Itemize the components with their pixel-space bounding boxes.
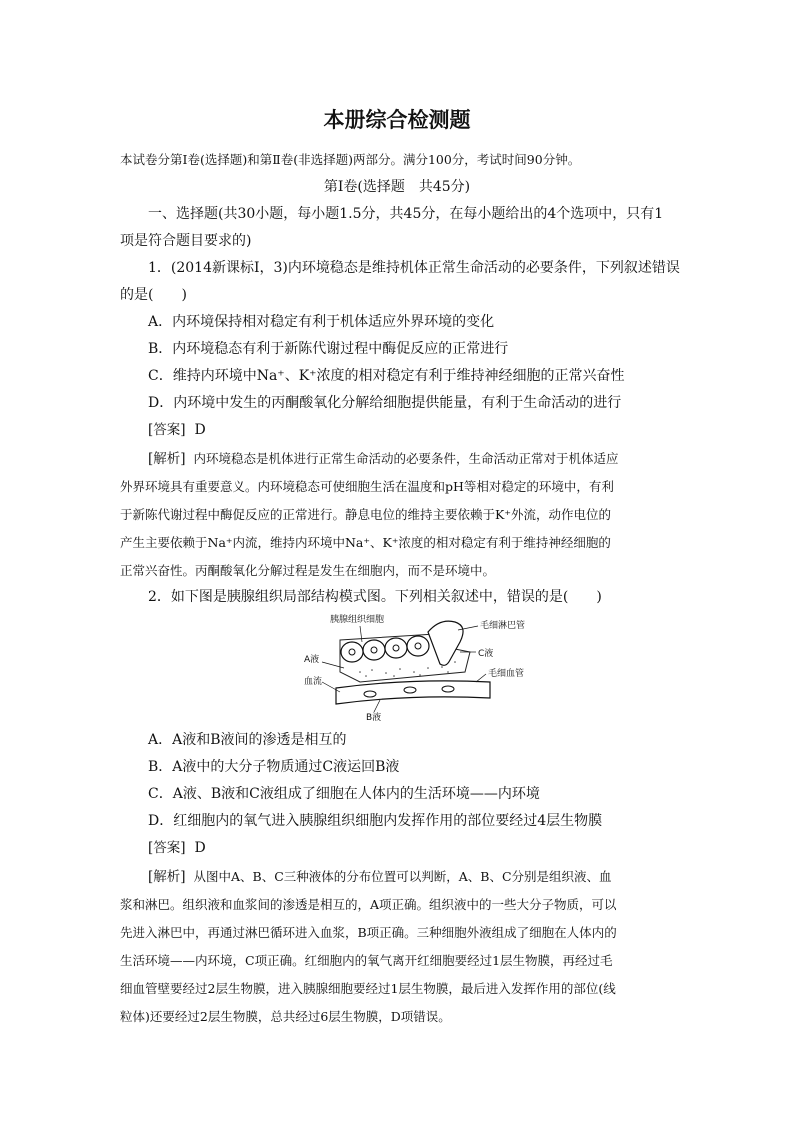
label-blood-flow: 血流 [304, 677, 323, 687]
q2-analysis-line: 细血管壁要经过2层生物膜，进入胰腺细胞要经过1层生物膜，最后进入发挥作用的部位(线 [120, 981, 616, 996]
label-fluid-a: A液 [304, 655, 320, 665]
q2-option-b: B．A液中的大分子物质通过C液运回B液 [148, 759, 400, 775]
q2-analysis-line: [解析] 从图中A、B、C三种液体的分布位置可以判断，A、B、C分别是组织液、血 [148, 869, 612, 885]
q1-stem-line: 1．(2014新课标Ⅰ，3)内环境稳态是维持机体正常生命活动的必要条件，下列叙述错误 [148, 260, 680, 276]
q1-option-c: C．维持内环境中Na⁺、K⁺浓度的相对稳定有利于维持神经细胞的正常兴奋性 [148, 368, 625, 384]
answer-value: D [194, 422, 206, 438]
q1-analysis-line: 外界环境具有重要意义。内环境稳态可使细胞生活在温度和pH等相对稳定的环境中，有利 [120, 479, 614, 494]
q1-answer [148, 421, 206, 439]
exam-intro: 本试卷分第Ⅰ卷(选择题)和第Ⅱ卷(非选择题)两部分。满分100分，考试时间90分钟。 [120, 152, 581, 167]
label-fluid-c: C液 [478, 649, 494, 659]
q1-option-a: A．内环境保持相对稳定有利于机体适应外界环境的变化 [148, 314, 495, 330]
instructions-line: 项是符合题目要求的) [120, 233, 252, 249]
q1-analysis-line: 正常兴奋性。丙酮酸氧化分解过程是发生在细胞内，而不是环境中。 [120, 563, 496, 578]
label-fluid-b: B液 [366, 713, 382, 723]
analysis-tag: [解析] [148, 869, 186, 885]
q1-option-d: D．内环境中发生的丙酮酸氧化分解给细胞提供能量，有利于生命活动的进行 [148, 395, 622, 411]
q1-option-b: B．内环境稳态有利于新陈代谢过程中酶促反应的正常进行 [148, 341, 509, 357]
q2-option-a: A．A液和B液间的渗透是相互的 [148, 732, 347, 748]
label-blood-capillary: 毛细血管 [488, 669, 525, 679]
section-heading: 第Ⅰ卷(选择题 共45分) [323, 179, 471, 195]
q2-analysis-line: 先进入淋巴中，再通过淋巴循环进入血浆，B项正确。三种细胞外液组成了细胞在人体内的 [120, 925, 617, 940]
q2-option-d: D．红细胞内的氧气进入胰腺组织细胞内发挥作用的部位要经过4层生物膜 [148, 813, 603, 829]
q1-analysis-line: 于新陈代谢过程中酶促反应的正常进行。静息电位的维持主要依赖于K⁺外流，动作电位的 [120, 507, 611, 522]
answer-tag: [答案] [148, 422, 186, 438]
q1-stem-line: 的是( ) [120, 287, 187, 303]
q2-analysis-line: 浆和淋巴。组织液和血浆间的渗透是相互的，A项正确。组织液中的一些大分子物质，可以 [120, 897, 617, 912]
q1-analysis-line: 产生主要依赖于Na⁺内流，维持内环境中Na⁺、K⁺浓度的相对稳定有利于维持神经细胞的 [120, 535, 611, 550]
q2-stem: 2．如下图是胰腺组织局部结构模式图。下列相关叙述中，错误的是( ) [148, 589, 602, 605]
analysis-tag: [解析] [148, 451, 186, 467]
q1-analysis-line: [解析] 内环境稳态是机体进行正常生命活动的必要条件，生命活动正常对于机体适应 [148, 451, 619, 467]
page-title: 本册综合检测题 [323, 108, 471, 132]
answer-value: D [194, 840, 206, 856]
instructions-line: 一、选择题(共30小题，每小题1.5分，共45分，在每小题给出的4个选项中，只有1 [148, 206, 664, 222]
answer-tag: [答案] [148, 840, 186, 856]
q2-analysis-line: 粒体)还要经过2层生物膜，总共经过6层生物膜，D项错误。 [120, 1009, 451, 1024]
label-lymph-capillary: 毛细淋巴管 [480, 621, 526, 631]
q2-answer [148, 839, 206, 857]
q2-option-c: C．A液、B液和C液组成了细胞在人体内的生活环境——内环境 [148, 786, 540, 802]
label-pancreas-cells: 胰腺组织细胞 [330, 615, 385, 625]
pancreas-tissue-diagram [300, 612, 540, 724]
q2-analysis-line: 生活环境——内环境，C项正确。红细胞内的氧气离开红细胞要经过1层生物膜，再经过毛 [120, 953, 613, 968]
